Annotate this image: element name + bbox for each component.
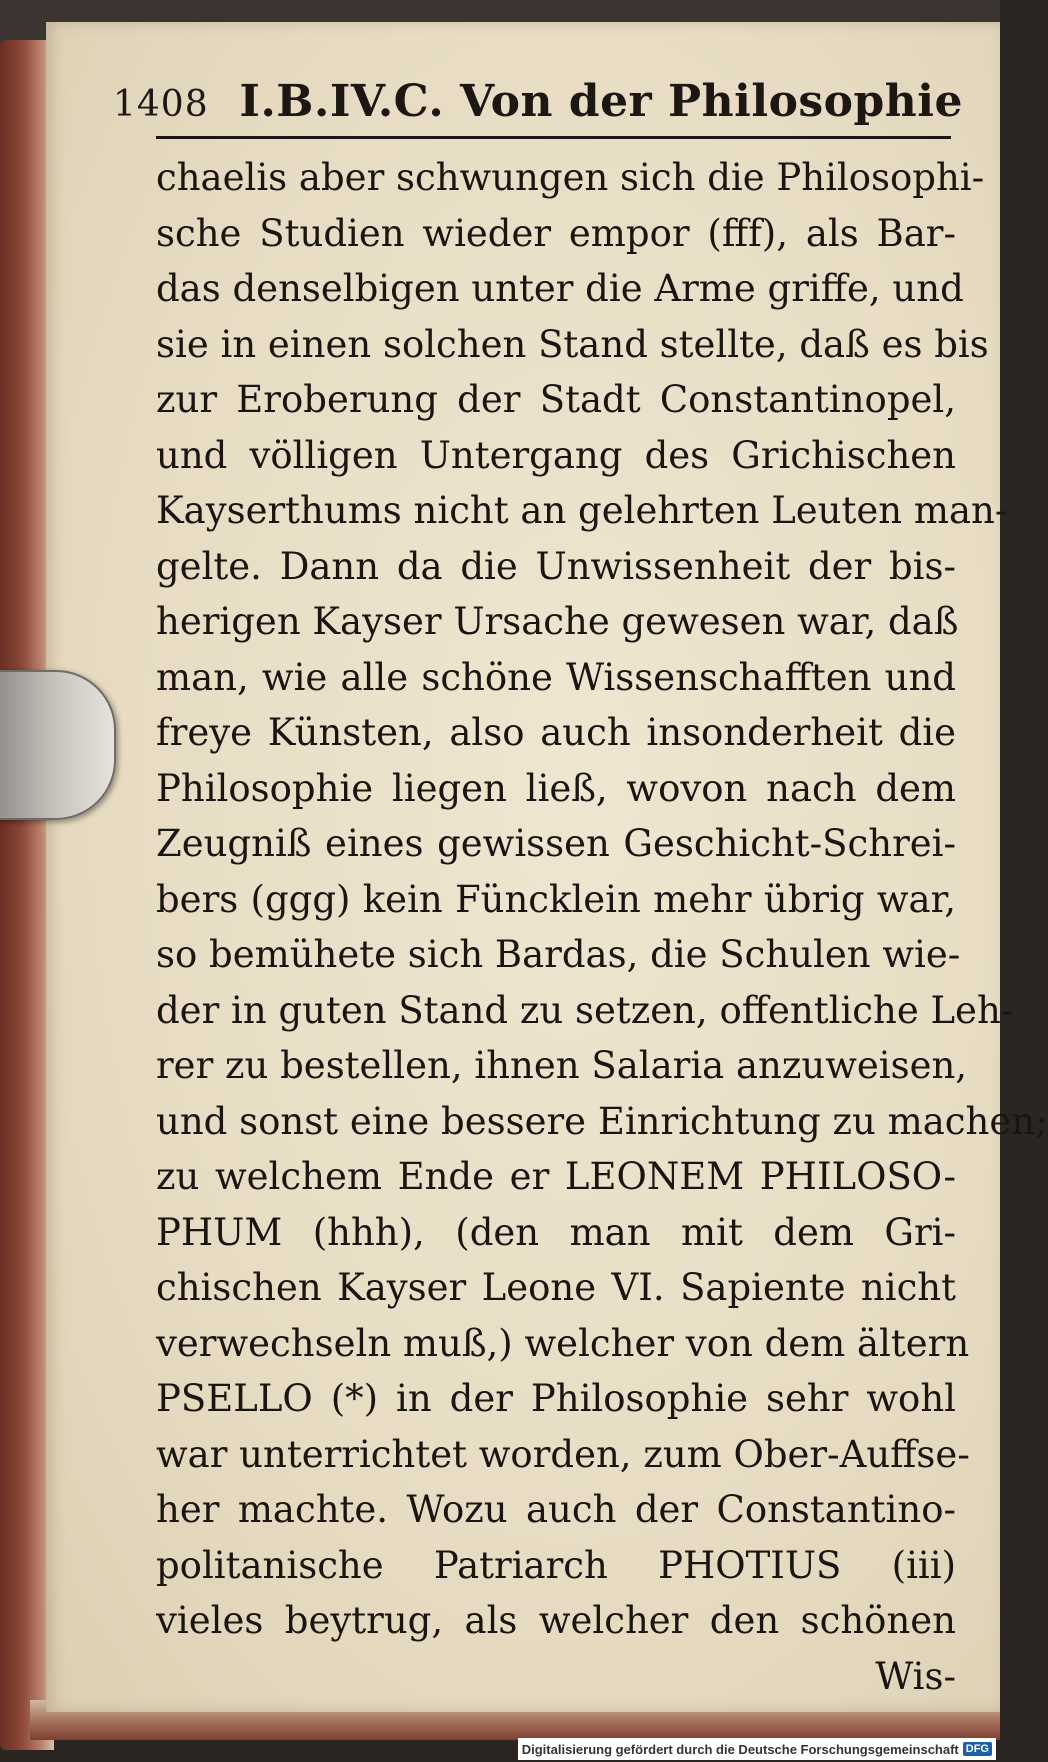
text-line: zu welchem Ende er LEONEM PHILOSO- bbox=[156, 1155, 956, 1198]
credit-text: Digitalisierung gefördert durch die Deutsche Forschungsgemeinschaft bbox=[521, 1741, 959, 1757]
text-line: und sonst eine bessere Einrichtung zu machen; bbox=[156, 1099, 1048, 1143]
text-line: herigen Kayser Ursache gewesen war, daß bbox=[156, 600, 959, 643]
text-line: sche Studien wieder empor (fff), als Bar- bbox=[156, 211, 956, 255]
text-line: das denselbigen unter die Arme griffe, und bbox=[156, 267, 964, 310]
text-line: war unterrichtet worden, zum Ober-Auffse- bbox=[156, 1432, 970, 1476]
body-text bbox=[156, 150, 1048, 1704]
text-line: der in guten Stand zu setzen, offentliche Leh- bbox=[156, 988, 1014, 1032]
page-number: 1408 bbox=[113, 84, 209, 125]
text-line: man, wie alle schöne Wissenschafften und bbox=[156, 655, 956, 699]
text-line: so bemühete sich Bardas, die Schulen wie- bbox=[156, 933, 961, 976]
text-line: chischen Kayser Leone VI. Sapiente nicht bbox=[156, 1266, 956, 1309]
text-line: verwechseln muß,) welcher von dem ältern bbox=[156, 1321, 970, 1365]
text-line: rer zu bestellen, ihnen Salaria anzuweisen, bbox=[156, 1044, 968, 1087]
text-line: bers (ggg) kein Füncklein mehr übrig war, bbox=[156, 877, 956, 921]
text-line: PSELLO (*) in der Philosophie sehr wohl bbox=[156, 1377, 956, 1420]
page-clip bbox=[0, 670, 116, 820]
running-title: I.B.IV.C. Von der Philosophie bbox=[239, 76, 963, 127]
text-line: Kayserthums nicht an gelehrten Leuten man- bbox=[156, 489, 1008, 532]
page-header bbox=[113, 76, 963, 138]
text-line: PHUM (hhh), (den man mit dem Gri- bbox=[156, 1210, 956, 1254]
text-line: sie in einen solchen Stand stellte, daß es bis bbox=[156, 322, 989, 366]
text-line: Philosophie liegen ließ, wovon nach dem bbox=[156, 766, 956, 810]
header-rule bbox=[156, 136, 951, 139]
dfg-logo: DFG bbox=[963, 1742, 992, 1756]
digitization-credit bbox=[518, 1738, 996, 1760]
text-line: freye Künsten, also auch insonderheit die bbox=[156, 711, 956, 754]
text-line: zur Eroberung der Stadt Constantinopel, bbox=[156, 378, 956, 421]
text-line: vieles beytrug, als welcher den schönen bbox=[156, 1599, 956, 1642]
text-line: politanische Patriarch PHOTIUS (iii) bbox=[156, 1543, 956, 1587]
text-line: chaelis aber schwungen sich die Philosophi- bbox=[156, 156, 985, 199]
text-line: her machte. Wozu auch der Constantino- bbox=[156, 1488, 956, 1531]
text-line: und völligen Untergang des Grichischen bbox=[156, 433, 956, 477]
text-line: Zeugniß eines gewissen Geschicht-Schrei- bbox=[156, 822, 956, 865]
catchword: Wis- bbox=[875, 1654, 956, 1698]
text-line: gelte. Dann da die Unwissenheit der bis- bbox=[156, 544, 956, 588]
